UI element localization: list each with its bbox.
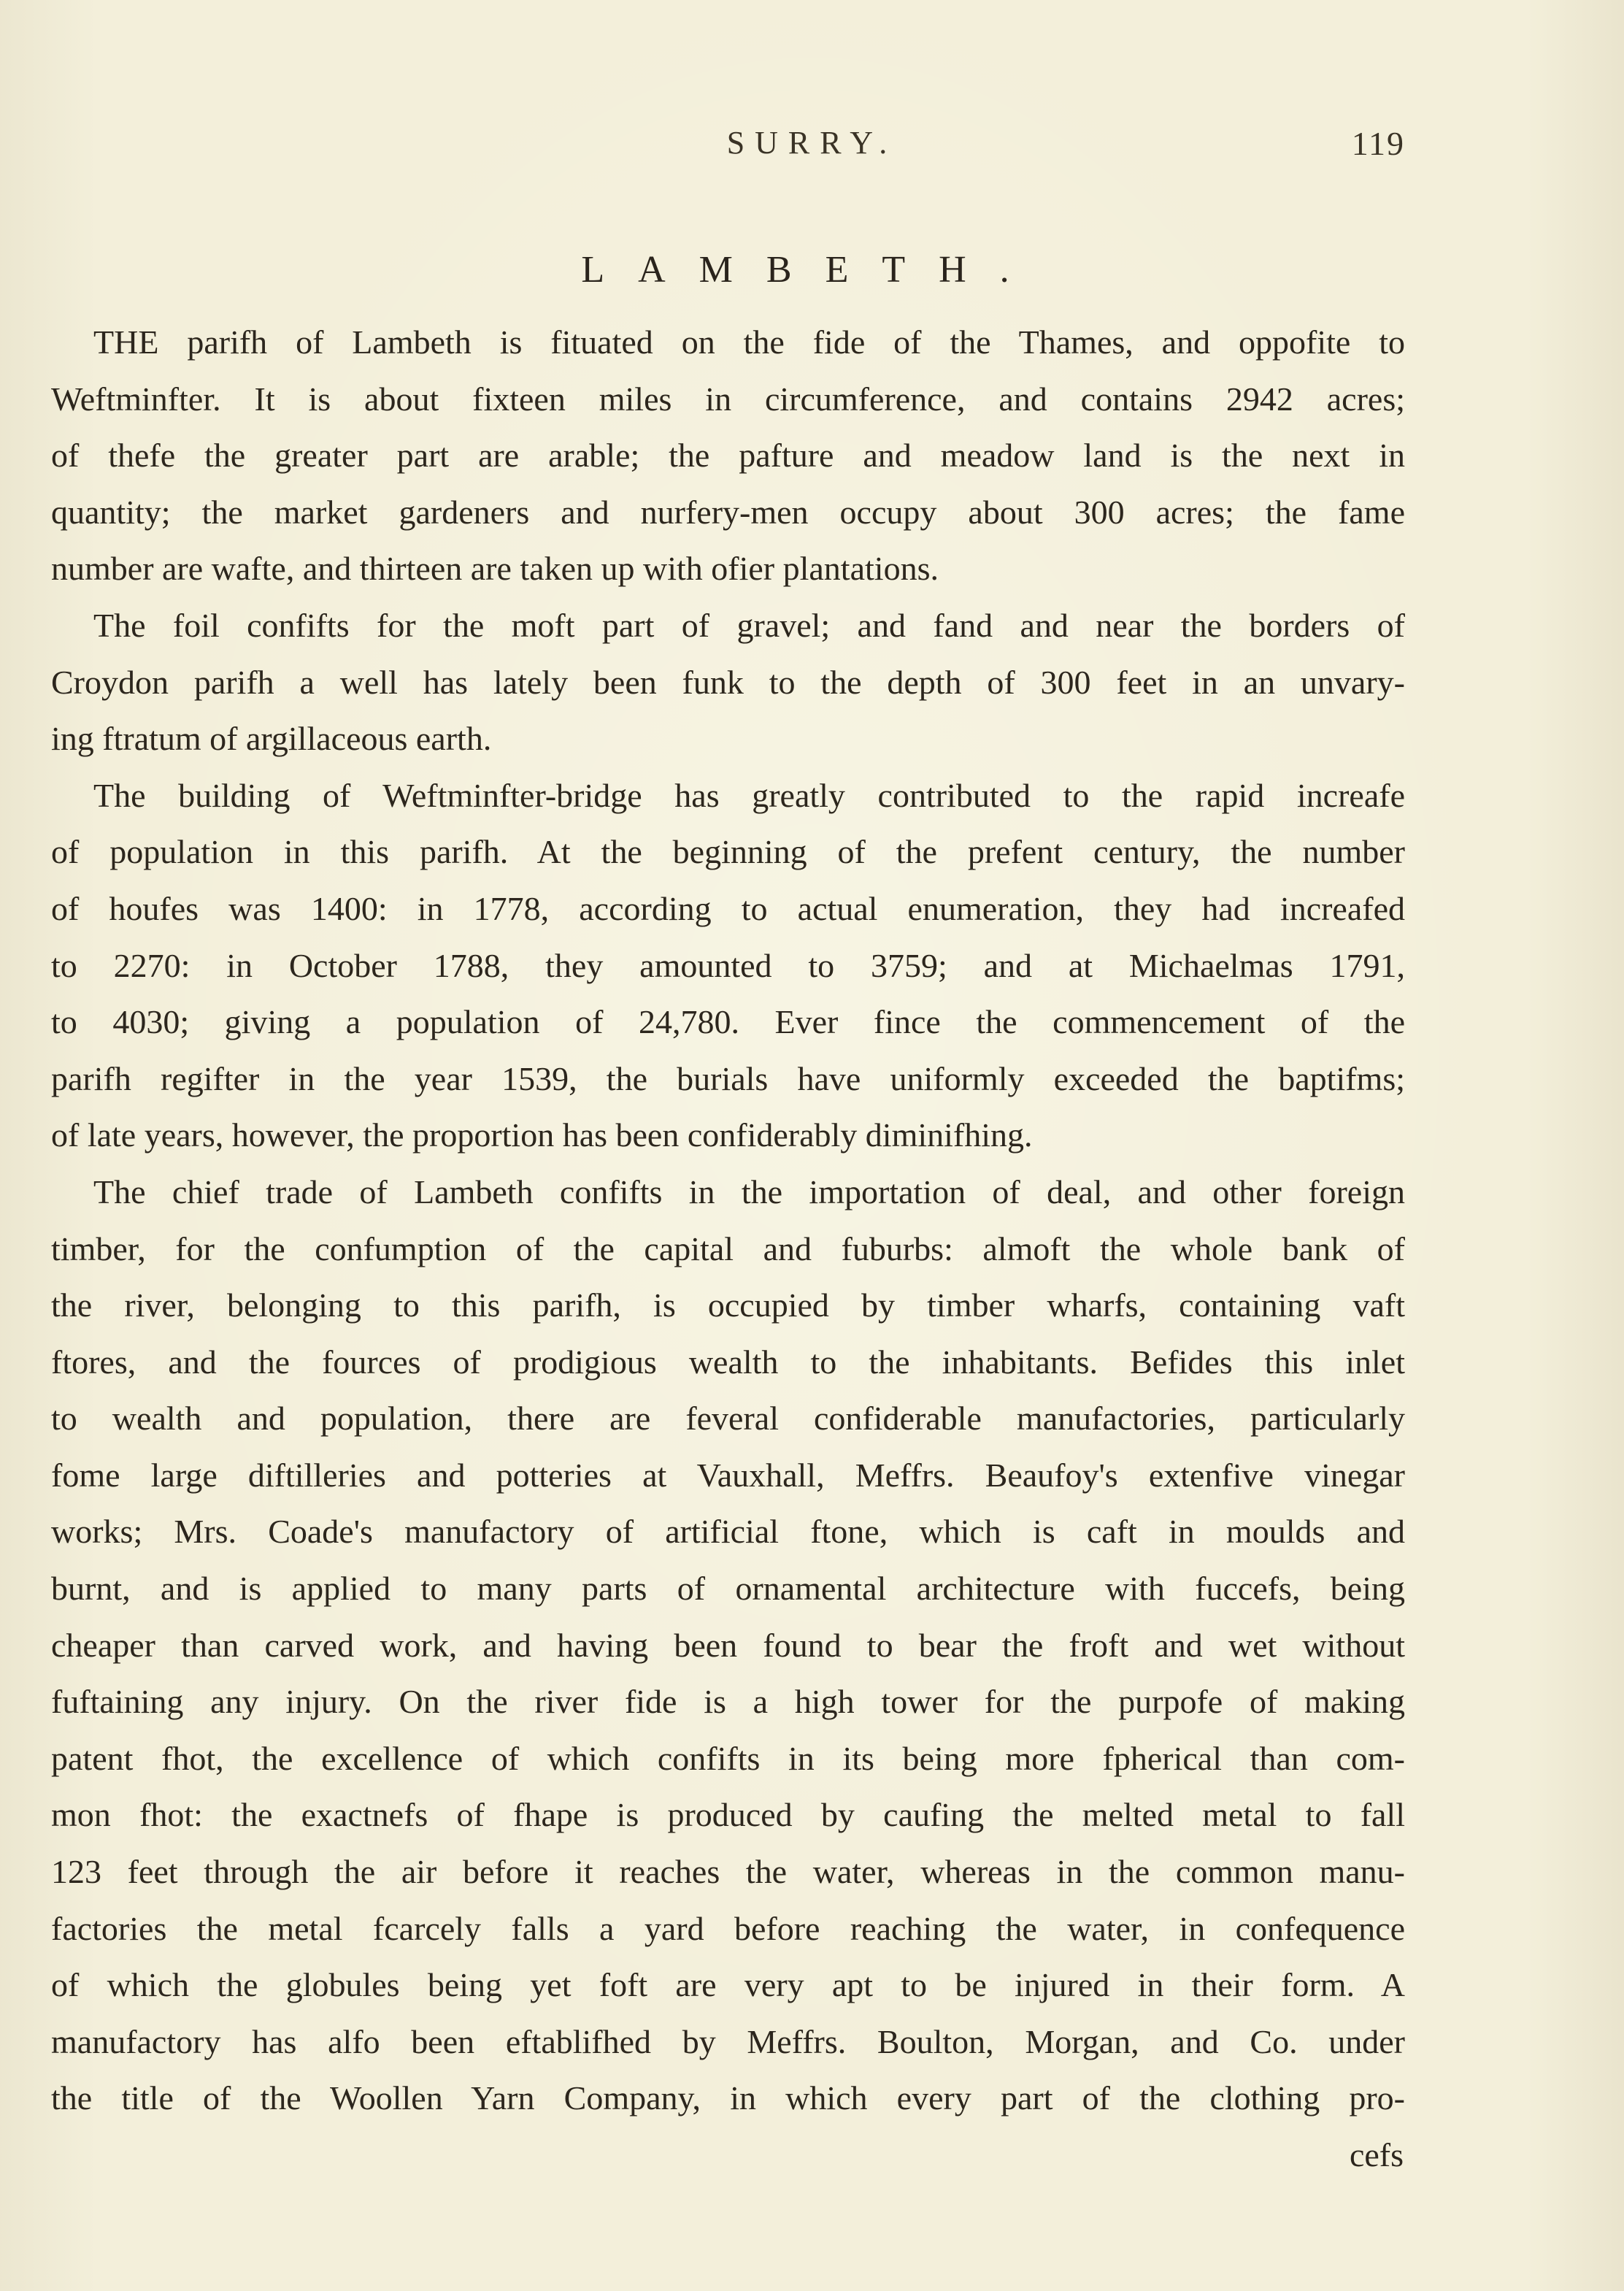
text-line: parifh regifter in the year 1539, the burials have uniformly exceeded the baptifms; bbox=[51, 1059, 1405, 1097]
text-line: 123 feet through the air before it reaches the water, whereas in the common manu- bbox=[51, 1853, 1405, 1891]
text-line: number are wafte, and thirteen are taken up with ofier plantations. bbox=[51, 550, 939, 588]
text-line: manufactory has alfo been eftablifhed by Meffrs. Boulton, Morgan, and Co. under bbox=[51, 2022, 1405, 2060]
text-line: The foil confifts for the moft part of gravel; and fand and near the borders of bbox=[93, 606, 1405, 644]
text-line: timber, for the confumption of the capital and fuburbs: almoft the whole bank of bbox=[51, 1229, 1405, 1267]
text-line: mon fhot: the exactnefs of fhape is produced by caufing the melted metal to fall bbox=[51, 1796, 1405, 1834]
text-line: to 4030; giving a population of 24,780. Ever fince the commencement of the bbox=[51, 1003, 1405, 1041]
text-line: the title of the Woollen Yarn Company, in which every part of the clothing pro- bbox=[51, 2079, 1405, 2117]
text-line: patent fhot, the excellence of which confifts in its being more fpherical than com- bbox=[51, 1739, 1405, 1777]
text-line: fome large diftilleries and potteries at Vauxhall, Meffrs. Beaufoy's extenfive vinegar bbox=[51, 1456, 1405, 1494]
text-line: factories the metal fcarcely falls a yard before reaching the water, in confequence bbox=[51, 1909, 1405, 1947]
catchword: cefs bbox=[1349, 2136, 1404, 2173]
text-line: ing ftratum of argillaceous earth. bbox=[51, 720, 492, 758]
body-text bbox=[51, 314, 1405, 2127]
text-line: fuftaining any injury. On the river fide is a high tower for the purpofe of making bbox=[51, 1683, 1405, 1721]
page-number: 119 bbox=[1351, 125, 1405, 162]
text-line: cheaper than carved work, and having been found to bear the froft and wet without bbox=[51, 1626, 1405, 1664]
running-head bbox=[0, 124, 1624, 168]
text-line: THE parifh of Lambeth is fituated on the fide of the Thames, and oppofite to bbox=[93, 323, 1405, 361]
text-line: of population in this parifh. At the beginning of the prefent century, the number bbox=[51, 833, 1405, 871]
text-line: of houfes was 1400: in 1778, according to actual enumeration, they had increafed bbox=[51, 889, 1405, 927]
text-line: burnt, and is applied to many parts of ornamental architecture with fuccefs, being bbox=[51, 1570, 1405, 1608]
text-line: Weftminfter. It is about fixteen miles in circumference, and contains 2942 acres; bbox=[51, 380, 1405, 418]
text-line: to 2270: in October 1788, they amounted to 3759; and at Michaelmas 1791, bbox=[51, 946, 1405, 984]
text-line: of which the globules being yet foft are very apt to be injured in their form. A bbox=[51, 1966, 1405, 2004]
text-line: The chief trade of Lambeth confifts in the importation of deal, and other foreign bbox=[93, 1173, 1405, 1210]
running-title: SURRY. bbox=[726, 125, 898, 161]
text-line: quantity; the market gardeners and nurfery-men occupy about 300 acres; the fame bbox=[51, 493, 1405, 531]
text-line: ftores, and the fources of prodigious wealth to the inhabitants. Befides this inlet bbox=[51, 1343, 1405, 1381]
text-line: of late years, however, the proportion has been confiderably diminifhing. bbox=[51, 1116, 1033, 1154]
text-line: The building of Weftminfter-bridge has greatly contributed to the rapid increafe bbox=[93, 776, 1405, 814]
section-title: LAMBETH. bbox=[581, 249, 1043, 291]
text-line: the river, belonging to this parifh, is occupied by timber wharfs, containing vaft bbox=[51, 1286, 1405, 1324]
text-line: to wealth and population, there are feveral confiderable manufactories, particularly bbox=[51, 1400, 1405, 1438]
text-line: works; Mrs. Coade's manufactory of artificial ftone, which is caft in moulds and bbox=[51, 1513, 1405, 1551]
text-line: Croydon parifh a well has lately been funk to the depth of 300 feet in an unvary- bbox=[51, 663, 1405, 701]
text-line: of thefe the greater part are arable; the pafture and meadow land is the next in bbox=[51, 437, 1405, 475]
